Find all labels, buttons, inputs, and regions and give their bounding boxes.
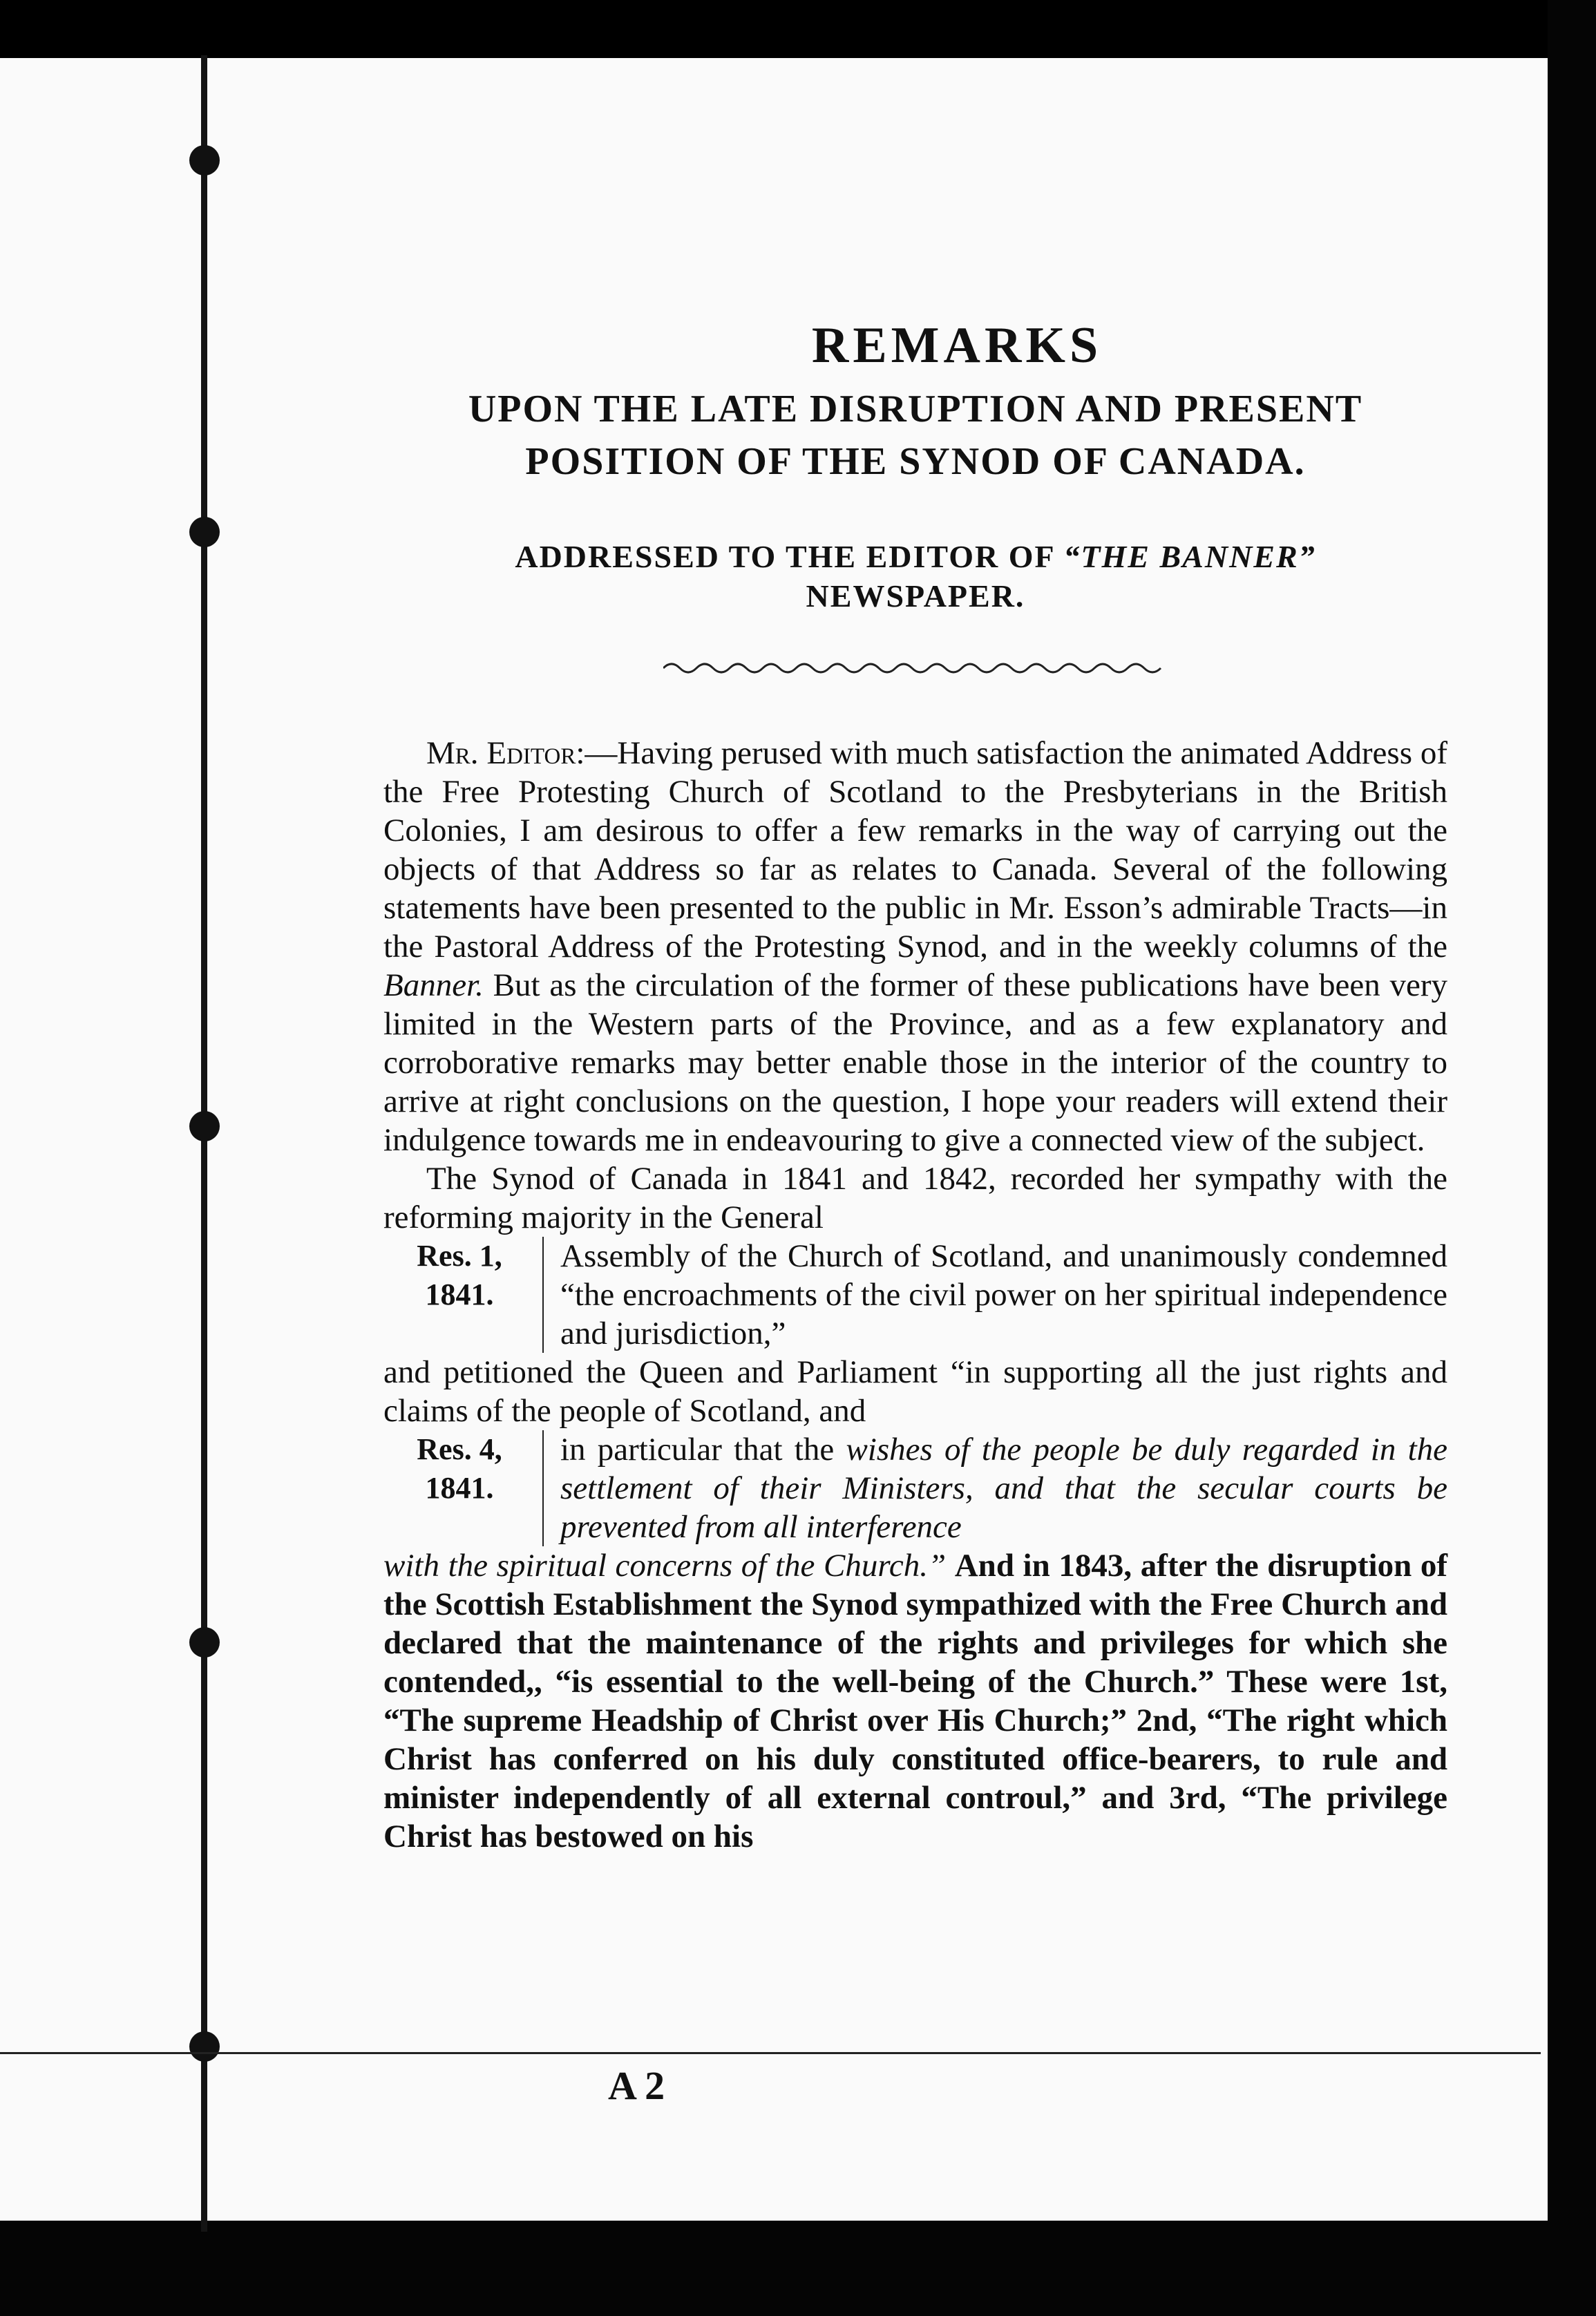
address-line [383,537,1447,577]
scan-border-right [1548,0,1596,2316]
margin-note-line: Res. 4, [417,1432,502,1466]
paragraph-continuation: and petitioned the Queen and Parliament “in supporting all the just rights and claims of the people of Scotland, and [383,1354,1447,1429]
page-edge-line [0,2052,1541,2054]
margin-note [383,1430,544,1546]
folio-signature: A 2 [608,2063,665,2108]
address-newspaper: “THE BANNER” [1063,538,1316,574]
subtitle-line: UPON THE LATE DISRUPTION AND PRESENT [468,388,1363,431]
paragraph-continuation [383,1546,1447,1856]
margin-note-line: Res. 1, [417,1238,502,1273]
italic-text: wishes of the people be duly regarded in the settlement of their Ministers, and that the secular courts be prevented from all interference [560,1431,1447,1545]
binding-spine [201,55,207,2232]
body-text [383,734,1447,1856]
address-heading [383,537,1447,616]
ornamental-rule [663,658,1168,678]
margin-note [383,1237,544,1353]
subtitle-line: POSITION OF THE SYNOD OF CANADA. [525,439,1306,483]
document-content [383,318,1447,1856]
margin-note-block [383,1237,1447,1353]
document-title: REMARKS [811,317,1103,374]
paragraph: The Synod of Canada in 1841 and 1842, recorded her sympathy with the reforming majority in the General [383,1160,1447,1235]
paragraph-text: Assembly of the Church of Scotland, and unanimously condemned “the encroachments of the civil power on her spiritual independence and jurisdiction,” [560,1237,1447,1351]
document-subtitle [383,383,1447,488]
paragraph-text: :—Having perused with much satisfaction the animated Address of the Free Protesting Church of Scotland to the Presbyterians in the British Colonies, I am desirous to offer a few remarks in the way of carrying out the objects of that Address so far as relates to Canada. Several of the following statements have been presented to the public in Mr. Esson’s admirable Tracts—in the Pastoral Address of the Protesting Synod, and in the weekly columns of the [383,734,1447,965]
paragraph [383,734,1447,1159]
address-line: NEWSPAPER. [806,578,1025,614]
scan-border-bottom [0,2221,1596,2316]
paragraph-text: And in 1843, after the disruption of the Scottish Establishment the Synod sympathized with the Free Church and declared that the maintenance of the rights and privileges for which she contended,, “is essential to the well-being of the Church.” These were 1st, “The supreme Headship of Christ over His Church;” 2nd, “The right which Christ has conferred on his duly constituted office-bearers, to rule and minister independently of all external controul,” and 3rd, “The privilege Christ has bestowed on his [383,1547,1447,1854]
margin-note-block [383,1430,1447,1546]
paragraph-text: But as the circulation of the former of these publications have been very limited in the Western parts of the Province, and as a few explanatory and corroborative remarks may better enable those in the interior of the country to arrive at right conclusions on the question, I hope your readers will extend their indulgence towards me in endeavouring to give a connected view of the subject. [383,967,1448,1158]
address-prefix: ADDRESSED TO THE EDITOR OF [515,538,1054,574]
italic-word: Banner. [383,967,484,1003]
margin-note-line: 1841. [425,1277,494,1311]
paragraph-text [560,1430,1447,1546]
plain-text: in particular that the [560,1431,835,1468]
italic-text: with the spiritual concerns of the Church.” [383,1547,947,1584]
salutation: Mr. Editor [426,734,576,771]
margin-note-line: 1841. [425,1470,494,1505]
